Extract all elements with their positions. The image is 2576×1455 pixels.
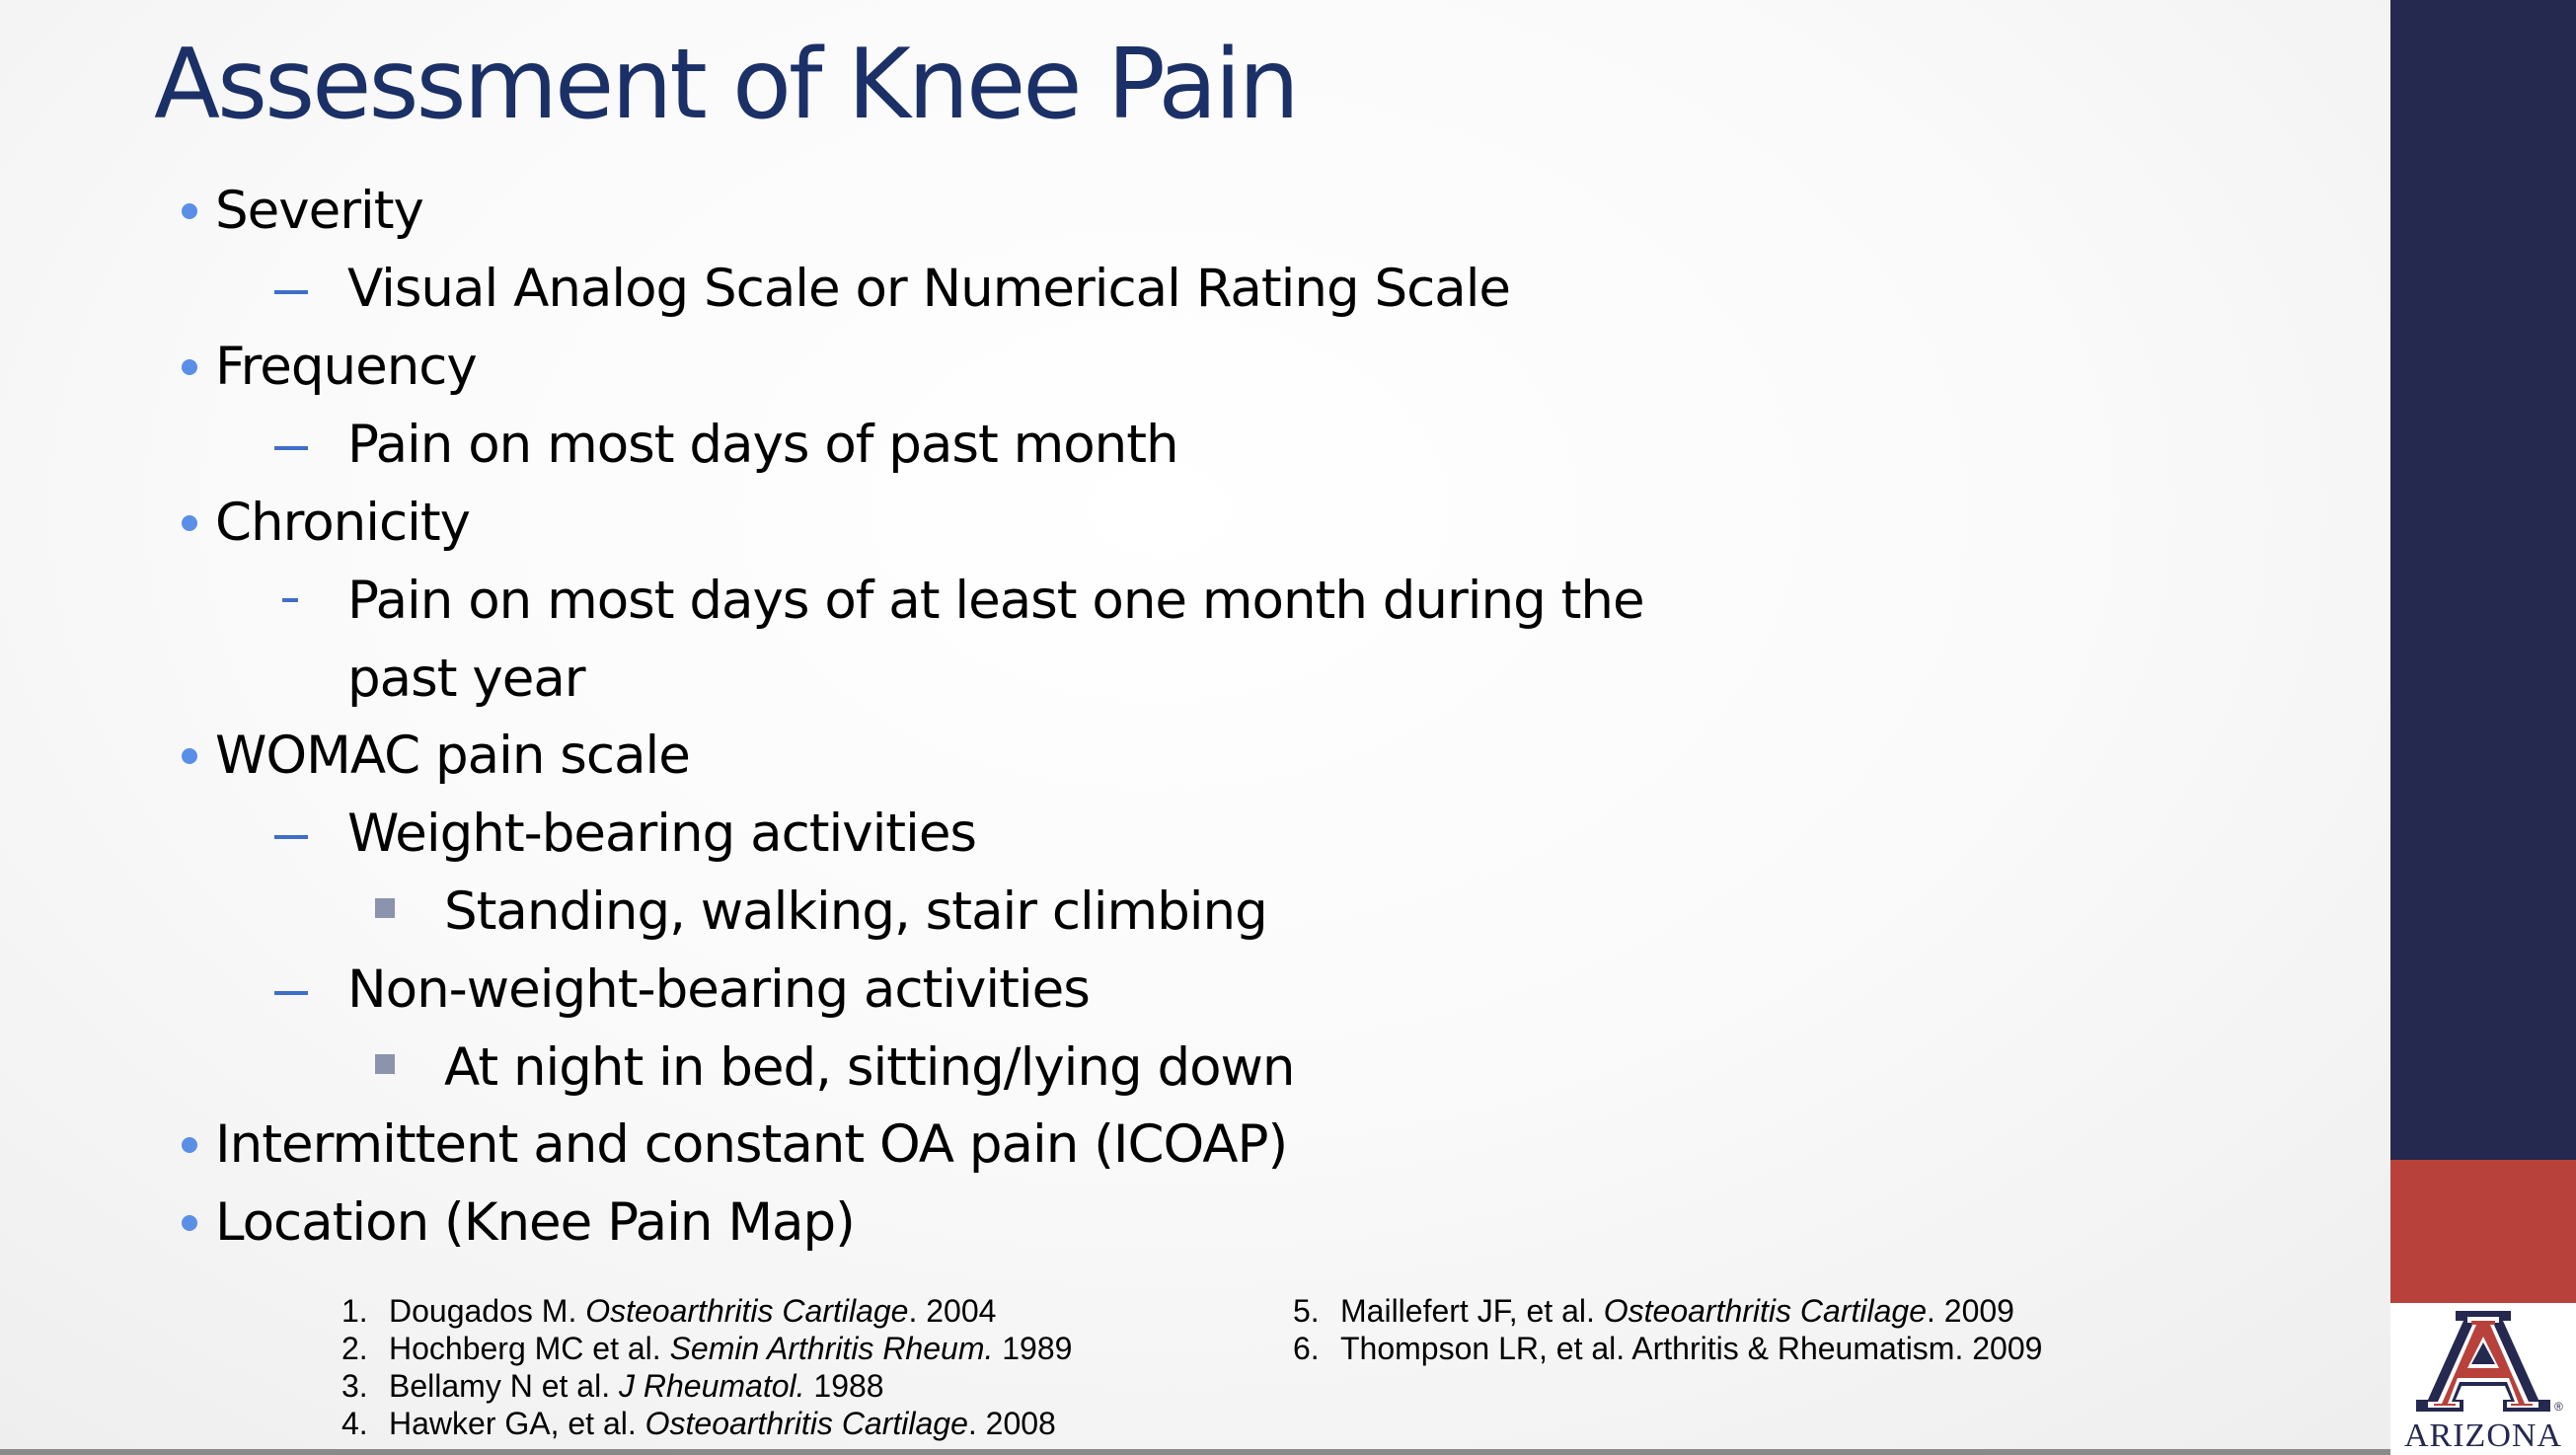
bullet-dot-icon	[182, 359, 197, 375]
registered-mark: ®	[2554, 1400, 2563, 1414]
bullet-dot-icon	[182, 1137, 197, 1153]
square-bullet-icon	[375, 1054, 395, 1074]
bullet-item: WOMAC pain scale	[215, 726, 690, 786]
bullet-item: Chronicity	[215, 493, 470, 553]
bullet-item: Pain on most days of at least one month during the	[347, 571, 1644, 631]
bullet-item: Weight-bearing activities	[347, 804, 977, 864]
bullet-item: Pain on most days of past month	[347, 415, 1178, 475]
dash-icon	[274, 290, 308, 294]
side-bar-red	[2390, 1160, 2576, 1303]
bullet-item: At night in bed, sitting/lying down	[444, 1037, 1295, 1098]
dash-icon	[274, 835, 308, 839]
bullet-item: Location (Knee Pain Map)	[215, 1192, 855, 1253]
bullet-item: Frequency	[215, 337, 477, 397]
bullet-dot-icon	[182, 203, 197, 219]
bullet-item: Non-weight-bearing activities	[347, 959, 1090, 1020]
bullet-dot-icon	[182, 748, 197, 764]
arizona-a-logo-icon	[2412, 1307, 2554, 1416]
side-bar-navy	[2390, 0, 2576, 1160]
bullet-item: Standing, walking, stair climbing	[444, 881, 1267, 942]
bullet-item: Intermittent and constant OA pain (ICOAP)	[215, 1114, 1288, 1175]
bullet-item: Visual Analog Scale or Numerical Rating Scale	[347, 259, 1511, 319]
dash-icon	[282, 598, 298, 602]
logo-wordmark: ARIZONA	[2404, 1417, 2562, 1454]
square-bullet-icon	[375, 898, 395, 918]
bullet-item-continuation: past year	[347, 649, 585, 709]
dash-icon	[274, 991, 308, 995]
bullet-item: Severity	[215, 181, 423, 241]
bullet-dot-icon	[182, 515, 197, 531]
bottom-edge-strip	[0, 1449, 2390, 1455]
dash-icon	[274, 446, 308, 450]
bullet-dot-icon	[182, 1215, 197, 1231]
university-logo	[2390, 1303, 2576, 1455]
slide: Assessment of Knee Pain Severity Visual Analog Scale or Numerical Rating Scale Frequency Pain on most days of past month Chronicity Pain on most days of at least one month during the past year WOMAC pain scale Weight-bearing activities Standing, walking, stair climbing Non-weight-bearing activities At night in bed, sitting/lying down Intermittent and constant OA pain (ICOAP) Location (Knee Pain Map) 1. Dougados M. Osteoarthritis Cartilage. 2004 2. Hochberg MC et al. Semin Arthritis Rheum. 1989 3. Bellamy N et al. J Rheumatol. 1988 4. Hawker GA, et al. Osteoarthritis Cartilage. 2008 5. Maillefert JF, et al. Osteoarthritis Cartilage. 2009 6. Thompson LR, et al. Arthritis & Rheumatism. 2009 ® ARIZONA	[0, 0, 2576, 1455]
slide-title: Assessment of Knee Pain	[154, 29, 1297, 141]
